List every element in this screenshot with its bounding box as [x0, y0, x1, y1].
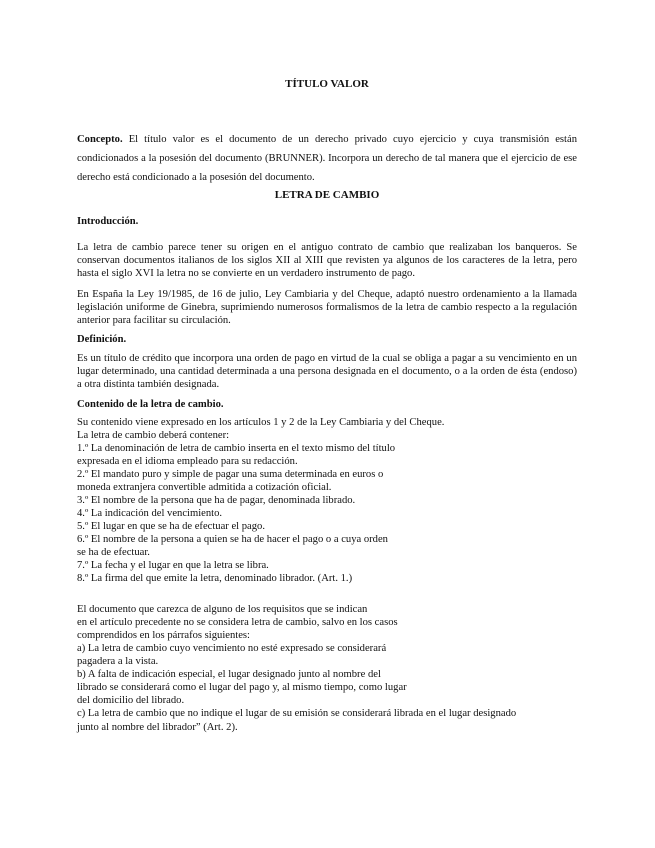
contenido-line: expresada en el idioma empleado para su redacción.: [77, 456, 298, 467]
contenido-line: 8.º La firma del que emite la letra, denominado librador. (Art. 1.): [77, 573, 353, 584]
section-title: LETRA DE CAMBIO: [274, 189, 380, 201]
intro-paragraph-2: En España la Ley 19/1985, de 16 de julio, Ley Cambiaria y del Cheque, adaptó nuestro ordenamiento a la llamada legislación uniforme de Ginebra, suprimiendo numerosos formalismos de la letra de cambio respecto a la regulación anterior para facilitar su circulación.: [77, 289, 577, 326]
contenido-line: La letra de cambio deberá contener:: [77, 430, 230, 441]
document-title: TÍTULO VALOR: [285, 78, 369, 90]
contenido-line: 7.º La fecha y el lugar en que la letra se libra.: [77, 560, 269, 571]
requisitos-line: librado se considerará como el lugar del pago y, al mismo tiempo, como lugar: [77, 682, 407, 693]
contenido-line: 6.º El nombre de la persona a quien se ha de hacer el pago o a cuya orden: [77, 534, 388, 545]
requisitos-line: en el artículo precedente no se considera letra de cambio, salvo en los casos: [77, 617, 398, 628]
definition-paragraph: Es un título de crédito que incorpora una orden de pago en virtud de la cual se obliga a pagar a su vencimiento en un lugar determinado, una cantidad determinada a una persona designada en el documento, o a la orden de ésta (endoso) a otra distinta también designada.: [77, 353, 577, 390]
requisitos-line: junto al nombre del librador” (Art. 2).: [77, 722, 238, 733]
contenido-heading: Contenido de la letra de cambio.: [77, 399, 224, 410]
contenido-line: se ha de efectuar.: [77, 547, 150, 558]
intro-heading: Introducción.: [77, 216, 139, 227]
contenido-line: 5.º El lugar en que se ha de efectuar el pago.: [77, 521, 266, 532]
intro-paragraph-1: La letra de cambio parece tener su origen en el antiguo contrato de cambio que realizaban los banqueros. Se conservan documentos italianos de los siglos XII al XIII que revisten ya algunos de los caracteres de la letra, pero hasta el siglo XVI la letra no se convierte en un verdadero instrumento de pago.: [77, 242, 577, 279]
requisitos-line: b) A falta de indicación especial, el lugar designado junto al nombre del: [77, 669, 381, 680]
concepto-paragraph: [77, 130, 577, 187]
concepto-label: Concepto.: [77, 134, 123, 145]
requisitos-line: c) La letra de cambio que no indique el lugar de su emisión se considerará librada en el lugar designado: [77, 708, 517, 719]
concepto-text: El título valor es el documento de un derecho privado cuyo ejercicio y cuya transmisión están condicionados a la posesión del documento (BRUNNER). Incorpora un derecho de tal manera que el ejercicio de ese derecho está condicionado a la posesión del documento.: [77, 134, 577, 183]
contenido-line: 1.º La denominación de letra de cambio inserta en el texto mismo del título: [77, 443, 396, 454]
contenido-line: moneda extranjera convertible admitida a cotización oficial.: [77, 482, 332, 493]
contenido-line: 2.º El mandato puro y simple de pagar una suma determinada en euros o: [77, 469, 384, 480]
requisitos-line: a) La letra de cambio cuyo vencimiento no esté expresado se considerará: [77, 643, 387, 654]
contenido-line: 4.º La indicación del vencimiento.: [77, 508, 223, 519]
requisitos-line: El documento que carezca de alguno de los requisitos que se indican: [77, 604, 368, 615]
contenido-line: 3.º El nombre de la persona que ha de pagar, denominada librado.: [77, 495, 356, 506]
requisitos-line: del domicilio del librado.: [77, 695, 185, 706]
definition-heading: Definición.: [77, 334, 127, 345]
requisitos-line: pagadera a la vista.: [77, 656, 159, 667]
requisitos-line: comprendidos en los párrafos siguientes:: [77, 630, 250, 641]
contenido-line: Su contenido viene expresado en los artículos 1 y 2 de la Ley Cambiaria y del Cheque.: [77, 417, 445, 428]
